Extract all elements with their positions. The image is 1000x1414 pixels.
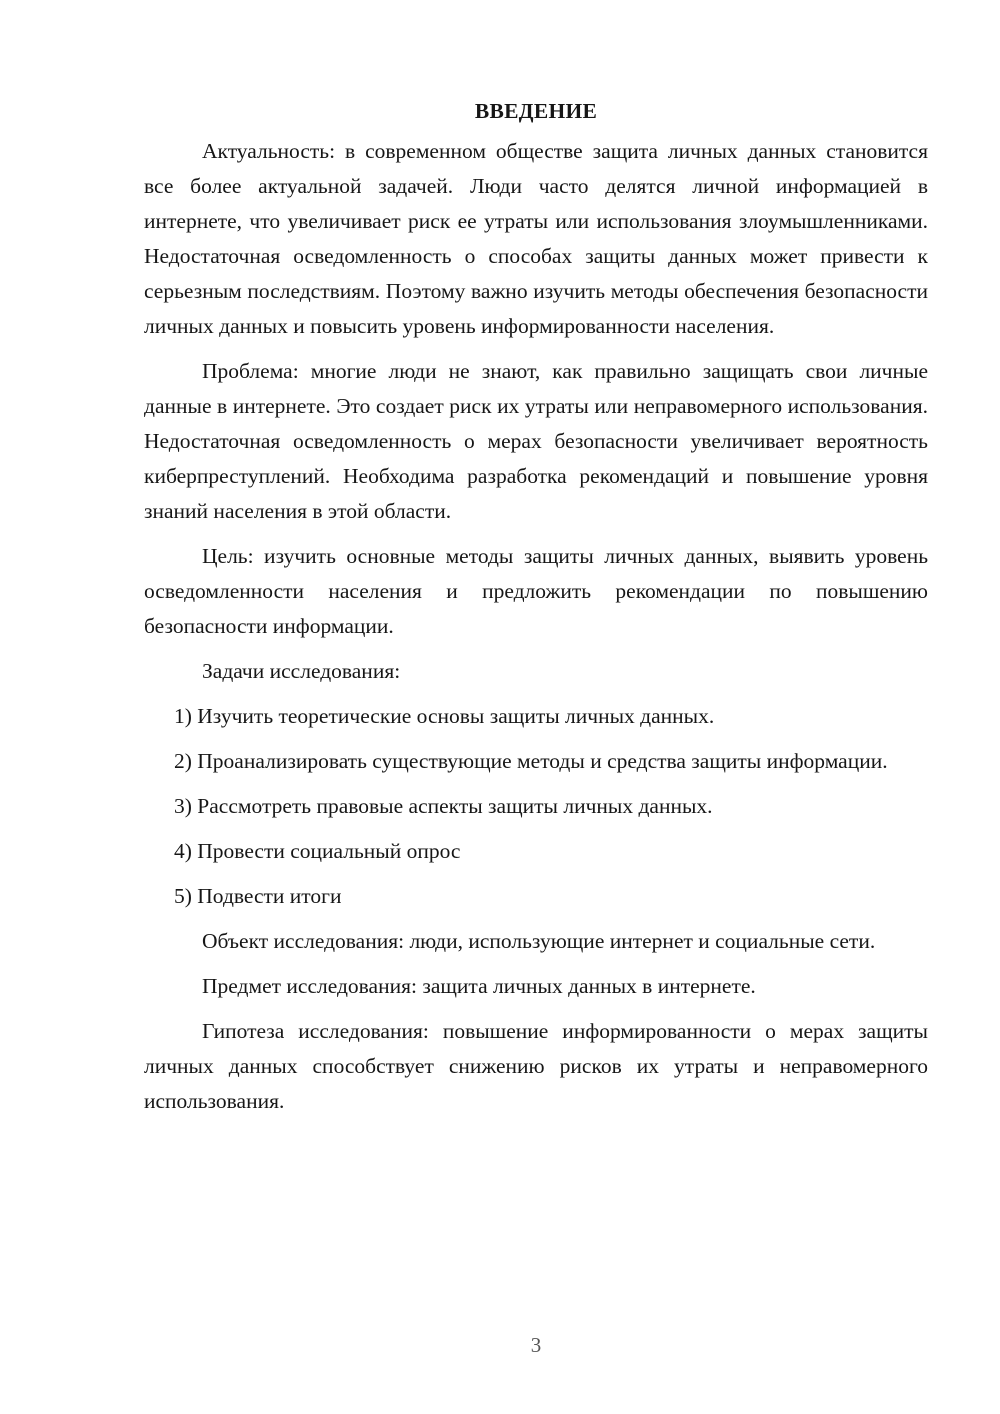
task-item-2: 2) Проанализировать существующие методы и средства защиты информации. <box>174 749 888 773</box>
paragraph-subject: Предмет исследования: защита личных данных в интернете. <box>202 974 756 998</box>
task-item-1: 1) Изучить теоретические основы защиты личных данных. <box>174 704 715 728</box>
tasks-heading: Задачи исследования: <box>202 659 401 683</box>
paragraph-hypothesis: Гипотеза исследования: повышение информированности о мерах защиты личных данных способствует снижению рисков их утраты и неправомерного использования. <box>144 1019 928 1113</box>
page-content <box>144 94 928 1129</box>
task-item-3: 3) Рассмотреть правовые аспекты защиты личных данных. <box>174 794 713 818</box>
paragraph-object: Объект исследования: люди, использующие интернет и социальные сети. <box>202 929 876 953</box>
page-number: 3 <box>530 1333 542 1357</box>
section-heading: ВВЕДЕНИЕ <box>474 99 598 123</box>
paragraph-goal: Цель: изучить основные методы защиты личных данных, выявить уровень осведомленности населения и предложить рекомендации по повышению безопасности информации. <box>144 544 928 638</box>
task-item-4: 4) Провести социальный опрос <box>174 839 461 863</box>
paragraph-relevance: Актуальность: в современном обществе защита личных данных становится все более актуальной задачей. Люди часто делятся личной информацией в интернете, что увеличивает риск ее утраты или использования злоумышленниками. Недостаточная осведомленность о способах защиты данных может привести к серьезным последствиям. Поэтому важно изучить методы обеспечения безопасности личных данных и повысить уровень информированности населения. <box>144 139 928 338</box>
task-item-5: 5) Подвести итоги <box>174 884 342 908</box>
paragraph-problem: Проблема: многие люди не знают, как правильно защищать свои личные данные в интернете. Это создает риск их утраты или неправомерного использования. Недостаточная осведомленность о мерах безопасности увеличивает вероятность киберпреступлений. Необходима разработка рекомендаций и повышение уровня знаний населения в этой области. <box>144 359 928 523</box>
